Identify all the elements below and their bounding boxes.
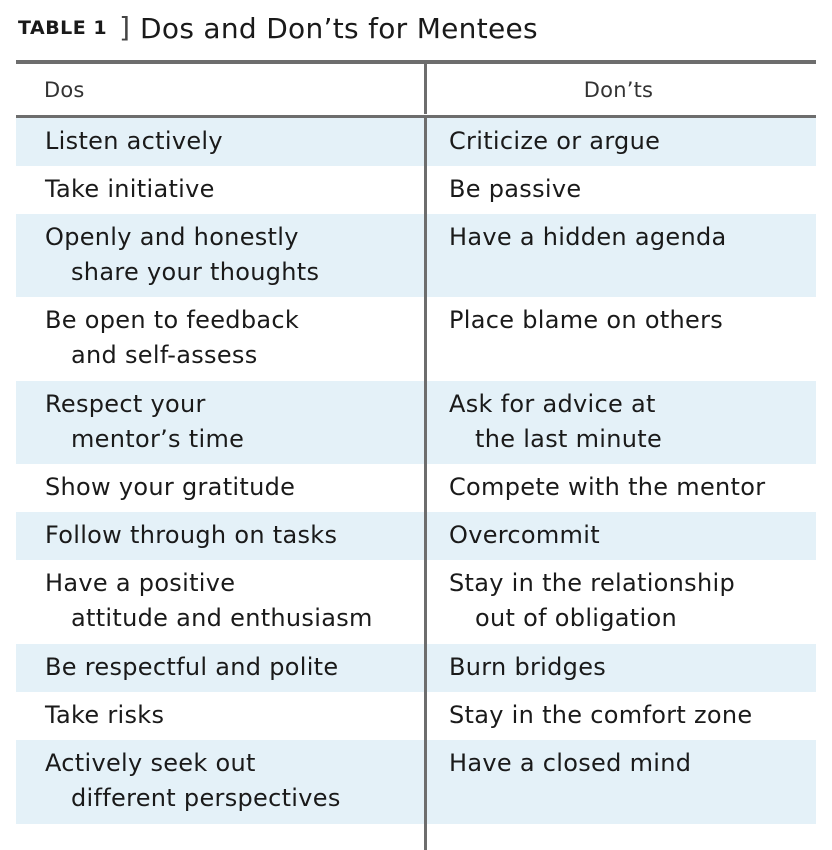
table-body (16, 118, 816, 824)
dos-cell (16, 464, 425, 512)
cell-line: Have a positive (45, 569, 236, 597)
donts-cell (425, 297, 816, 381)
table-row (16, 166, 816, 214)
cell-line: Be respectful and polite (45, 653, 339, 681)
cell-line: Stay in the relationship (449, 569, 735, 597)
donts-cell (425, 644, 816, 692)
cell-line: Compete with the mentor (449, 473, 766, 501)
cell-line: Burn bridges (449, 653, 607, 681)
cell-line: Listen actively (45, 127, 223, 155)
cell-line: Have a hidden agenda (449, 223, 727, 251)
table-row (16, 692, 816, 740)
table-row (16, 214, 816, 297)
donts-cell (425, 692, 816, 740)
dos-cell (16, 297, 425, 381)
donts-cell (425, 464, 816, 512)
table-row (16, 560, 816, 644)
cell-line-continued: the last minute (475, 425, 663, 453)
dos-donts-table (16, 60, 816, 824)
cell-line-continued: mentor’s time (71, 425, 245, 453)
table-row (16, 740, 816, 824)
column-divider-body (424, 117, 427, 850)
caption-bracket: ] (119, 10, 131, 44)
table-row (16, 512, 816, 560)
column-header-donts: Don’ts (583, 77, 654, 102)
cell-line-continued: out of obligation (475, 604, 677, 632)
donts-cell (425, 381, 816, 464)
table-title: Dos and Don’ts for Mentees (140, 11, 538, 45)
dos-cell (16, 118, 425, 166)
column-header-dos: Dos (44, 77, 85, 102)
cell-line-continued: and self-assess (71, 341, 258, 369)
donts-cell (425, 118, 816, 166)
cell-line: Be passive (449, 175, 582, 203)
table-caption (18, 8, 538, 48)
cell-line: Take initiative (45, 175, 215, 203)
cell-line: Criticize or argue (449, 127, 661, 155)
cell-line: Have a closed mind (449, 749, 692, 777)
dos-cell (16, 644, 425, 692)
dos-cell (16, 166, 425, 214)
table-number-label: TABLE 1 (18, 17, 108, 39)
dos-cell (16, 560, 425, 644)
donts-cell (425, 166, 816, 214)
table-row (16, 381, 816, 464)
table-row (16, 644, 816, 692)
table-header (16, 64, 816, 115)
donts-cell (425, 214, 816, 297)
table-row (16, 464, 816, 512)
cell-line: Follow through on tasks (45, 521, 338, 549)
cell-line-continued: different perspectives (71, 784, 341, 812)
cell-line: Respect your (45, 390, 206, 418)
cell-line: Place blame on others (449, 306, 724, 334)
dos-cell (16, 381, 425, 464)
cell-line: Stay in the comfort zone (449, 701, 753, 729)
table-row (16, 297, 816, 381)
column-divider-header (424, 64, 427, 114)
cell-line: Actively seek out (45, 749, 256, 777)
cell-line: Be open to feedback (45, 306, 300, 334)
dos-cell (16, 214, 425, 297)
dos-cell (16, 740, 425, 824)
dos-cell (16, 692, 425, 740)
cell-line: Overcommit (449, 521, 600, 549)
donts-cell (425, 512, 816, 560)
dos-cell (16, 512, 425, 560)
cell-line: Take risks (45, 701, 165, 729)
donts-cell (425, 740, 816, 824)
cell-line: Show your gratitude (45, 473, 296, 501)
cell-line-continued: attitude and enthusiasm (71, 604, 373, 632)
donts-cell (425, 560, 816, 644)
cell-line-continued: share your thoughts (71, 258, 320, 286)
cell-line: Openly and honestly (45, 223, 299, 251)
table-row (16, 118, 816, 166)
cell-line: Ask for advice at (449, 390, 656, 418)
